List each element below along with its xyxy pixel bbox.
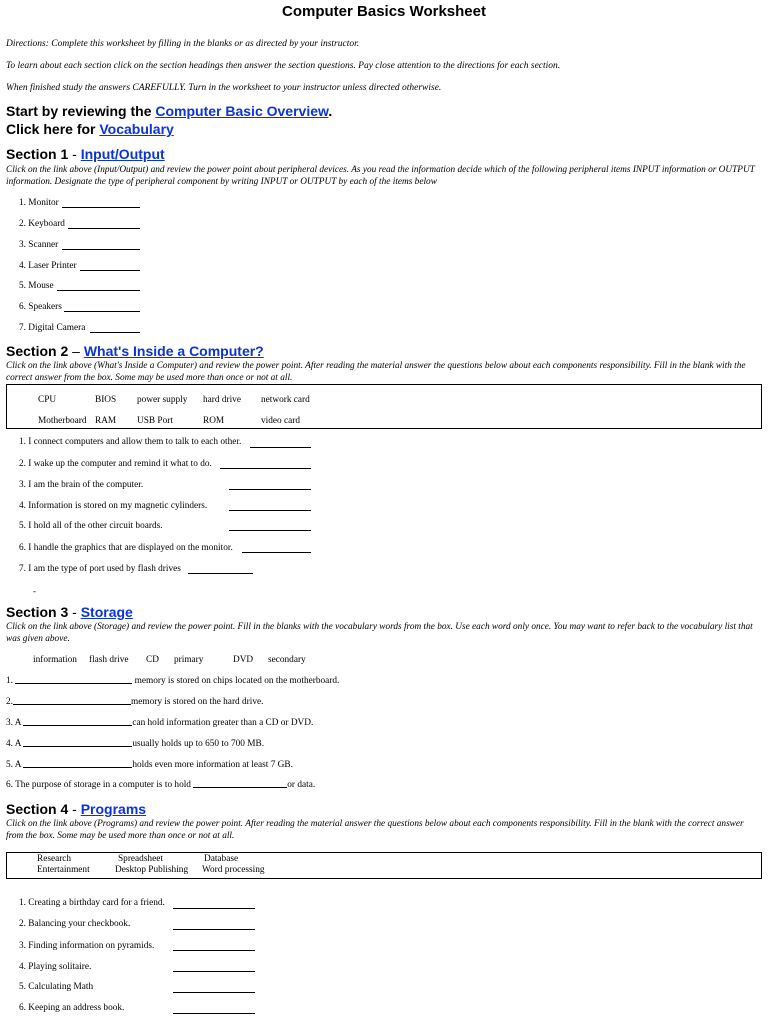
s1-item-5: 5. Mouse bbox=[19, 281, 54, 291]
section-2-instructions: Click on the link above (What's Inside a Computer) and review the power point. After reading the material answer the questions below about each components responsibility. Fill in the blank with the correct answer from the box. Some may be used more than once or not at all. bbox=[6, 361, 746, 383]
s3-item-2-post: memory is stored on the hard drive. bbox=[130, 697, 264, 707]
s3-item-5 bbox=[6, 760, 293, 770]
s3-item-3-post: can hold information greater than a CD or DVD. bbox=[132, 718, 314, 728]
s2-answer-6-blank[interactable] bbox=[242, 552, 311, 553]
s2-word: video card bbox=[261, 416, 300, 426]
s2-word: USB Port bbox=[137, 416, 173, 426]
stray-dash: - bbox=[33, 586, 36, 596]
section-4-heading bbox=[6, 801, 146, 817]
s2-word: Motherboard bbox=[38, 416, 87, 426]
s3-item-3 bbox=[6, 718, 313, 728]
start-suffix: . bbox=[328, 103, 333, 119]
s1-item-1: 1. Monitor bbox=[19, 198, 59, 208]
section-3-heading bbox=[6, 604, 133, 620]
s3-item-4 bbox=[6, 739, 264, 749]
s2-item-4: 4. Information is stored on my magnetic cylinders. bbox=[19, 501, 208, 511]
s2-word: ROM bbox=[203, 416, 225, 426]
page-title: Computer Basics Worksheet bbox=[282, 3, 486, 20]
s2-word: power supply bbox=[137, 395, 188, 405]
directions-line-3: When finished study the answers CAREFULLY. Turn in the worksheet to your instructor unless directed otherwise. bbox=[6, 83, 442, 93]
whats-inside-link[interactable]: What's Inside a Computer? bbox=[83, 343, 264, 359]
s3-item-5-pre: 5. A bbox=[6, 760, 24, 770]
s3-word: DVD bbox=[233, 655, 254, 665]
s3-answer-6-blank[interactable] bbox=[193, 787, 287, 788]
s3-item-2-pre: 2. bbox=[6, 697, 13, 707]
s2-item-7: 7. I am the type of port used by flash drives bbox=[19, 564, 181, 574]
s3-answer-1-blank[interactable] bbox=[15, 683, 132, 684]
s4-answer-3-blank[interactable] bbox=[173, 950, 255, 951]
section-3-instructions: Click on the link above (Storage) and review the power point. Fill in the blanks with the vocabulary words from the box. Use each word only once. You may want to refer back to the vocabulary list that was given above. bbox=[6, 622, 753, 644]
s3-item-1-pre: 1. bbox=[6, 676, 16, 686]
input-output-link[interactable]: Input/Output bbox=[80, 146, 165, 162]
s3-word: information bbox=[33, 655, 77, 665]
s3-item-1 bbox=[6, 676, 339, 686]
section-1-instructions: Click on the link above (Input/Output) and review the power point about peripheral devices. As you read the information decide which of the following peripheral items INPUT information or OUTPUT information. Designate the type of peripheral component by writing INPUT or OUTPUT by each of the items below bbox=[6, 165, 755, 187]
directions-line-2: To learn about each section click on the section headings then answer the section questions. Pay close attention to the directions for each section. bbox=[6, 61, 561, 71]
s4-answer-2-blank[interactable] bbox=[173, 929, 255, 930]
section-3-sep: - bbox=[68, 604, 81, 620]
s3-item-4-post: usually holds up to 650 to 700 MB. bbox=[132, 739, 265, 749]
section-2-label: Section 2 bbox=[6, 343, 69, 359]
section-2-heading bbox=[6, 343, 264, 359]
s3-answer-5-blank[interactable] bbox=[23, 767, 132, 768]
s1-item-2: 2. Keyboard bbox=[19, 219, 65, 229]
s4-word: Entertainment bbox=[37, 865, 90, 875]
s2-answer-4-blank[interactable] bbox=[229, 510, 311, 511]
s2-word: BIOS bbox=[95, 395, 117, 405]
s4-word: Desktop Publishing bbox=[115, 865, 189, 875]
s2-word: RAM bbox=[95, 416, 117, 426]
section-4-label: Section 4 bbox=[6, 801, 69, 817]
s3-answer-4-blank[interactable] bbox=[23, 746, 132, 747]
s3-word: primary bbox=[174, 655, 204, 665]
s2-answer-1-blank[interactable] bbox=[250, 447, 311, 448]
s2-item-6: 6. I handle the graphics that are displayed on the monitor. bbox=[19, 543, 233, 553]
s4-word: Database bbox=[204, 854, 239, 864]
s4-item-4: 4. Playing solitaire. bbox=[19, 962, 92, 972]
section-4-instructions: Click on the link above (Programs) and review the power point. After reading the material answer the questions below about each components responsibility. Fill in the blank with the correct answer from the box. Some may be used more than once or not at all. bbox=[6, 819, 744, 841]
section-4-sep: - bbox=[68, 801, 81, 817]
s1-answer-4-blank[interactable] bbox=[80, 270, 140, 271]
s2-item-1: 1. I connect computers and allow them to talk to each other. bbox=[19, 437, 242, 447]
s4-answer-6-blank[interactable] bbox=[173, 1013, 255, 1014]
s1-answer-7-blank[interactable] bbox=[90, 332, 140, 333]
s1-answer-3-blank[interactable] bbox=[62, 249, 140, 250]
s3-item-5-post: holds even more information at least 7 GB. bbox=[132, 760, 293, 770]
s4-answer-5-blank[interactable] bbox=[173, 992, 255, 993]
section-2-sep: – bbox=[68, 343, 84, 359]
s2-word: CPU bbox=[38, 395, 57, 405]
s4-item-6: 6. Keeping an address book. bbox=[19, 1003, 125, 1013]
s3-item-6 bbox=[6, 780, 315, 790]
section-3-label: Section 3 bbox=[6, 604, 69, 620]
s3-item-1-post: memory is stored on chips located on the motherboard. bbox=[132, 676, 340, 686]
s4-item-3: 3. Finding information on pyramids. bbox=[19, 941, 155, 951]
s3-item-6-post: or data. bbox=[287, 780, 316, 790]
s4-answer-4-blank[interactable] bbox=[173, 971, 255, 972]
s2-item-3: 3. I am the brain of the computer. bbox=[19, 480, 144, 490]
s2-answer-3-blank[interactable] bbox=[229, 489, 311, 490]
s3-item-3-pre: 3. A bbox=[6, 718, 24, 728]
s3-word: secondary bbox=[268, 655, 306, 665]
section-4-word-box bbox=[6, 852, 762, 879]
s3-answer-3-blank[interactable] bbox=[23, 725, 132, 726]
s3-item-4-pre: 4. A bbox=[6, 739, 24, 749]
s3-item-6-pre: 6. The purpose of storage in a computer is to hold bbox=[6, 780, 194, 790]
s4-answer-1-blank[interactable] bbox=[173, 908, 255, 909]
vocab-prefix: Click here for bbox=[6, 121, 100, 137]
s2-answer-7-blank[interactable] bbox=[188, 573, 253, 574]
s2-word: network card bbox=[261, 395, 310, 405]
s3-word: CD bbox=[146, 655, 159, 665]
s4-word: Word processing bbox=[202, 865, 265, 875]
s1-item-4: 4. Laser Printer bbox=[19, 261, 77, 271]
s2-item-2: 2. I wake up the computer and remind it what to do. bbox=[19, 459, 212, 469]
overview-link[interactable]: Computer Basic Overview bbox=[155, 103, 329, 119]
s3-word: flash drive bbox=[89, 655, 129, 665]
section-1-heading bbox=[6, 146, 165, 162]
s4-item-5: 5. Calculating Math bbox=[19, 982, 94, 992]
section-2-word-box bbox=[6, 384, 762, 429]
section-1-sep: - bbox=[68, 146, 81, 162]
section-1-label: Section 1 bbox=[6, 146, 69, 162]
s1-answer-6-blank[interactable] bbox=[64, 311, 140, 312]
s1-answer-2-blank[interactable] bbox=[68, 228, 140, 229]
s4-item-1: 1. Creating a birthday card for a friend. bbox=[19, 898, 165, 908]
storage-link[interactable]: Storage bbox=[80, 604, 133, 620]
s4-word: Spreadsheet bbox=[118, 854, 163, 864]
vocab-line bbox=[6, 121, 174, 137]
s3-item-2 bbox=[6, 697, 263, 707]
s1-answer-1-blank[interactable] bbox=[62, 207, 140, 208]
s2-word: hard drive bbox=[203, 395, 241, 405]
directions-line-1: Directions: Complete this worksheet by filling in the blanks or as directed by your instructor. bbox=[6, 39, 360, 49]
s4-word: Research bbox=[37, 854, 72, 864]
vocabulary-link[interactable]: Vocabulary bbox=[99, 121, 174, 137]
start-line bbox=[6, 103, 332, 119]
s4-item-2: 2. Balancing your checkbook. bbox=[19, 919, 131, 929]
s1-item-7: 7. Digital Camera bbox=[19, 323, 86, 333]
programs-link[interactable]: Programs bbox=[80, 801, 147, 817]
s2-item-5: 5. I hold all of the other circuit boards. bbox=[19, 521, 163, 531]
s3-answer-2-blank[interactable] bbox=[13, 704, 131, 705]
start-prefix: Start by reviewing the bbox=[6, 103, 156, 119]
s1-answer-5-blank[interactable] bbox=[57, 290, 140, 291]
s1-item-3: 3. Scanner bbox=[19, 240, 59, 250]
s2-answer-2-blank[interactable] bbox=[220, 468, 311, 469]
s2-answer-5-blank[interactable] bbox=[229, 530, 311, 531]
s1-item-6: 6. Speakers bbox=[19, 302, 62, 312]
